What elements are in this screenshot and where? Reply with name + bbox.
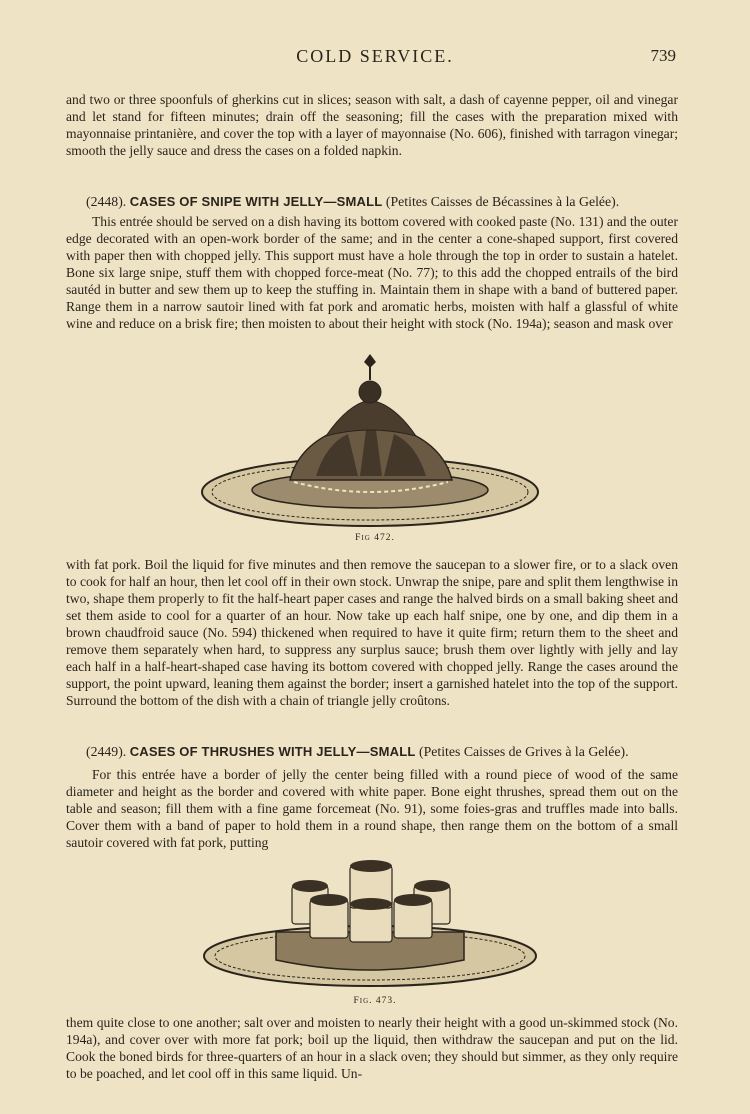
paragraph-snipe-2: with fat pork. Boil the liquid for five minutes and then remove the saucepan to a slower fire, or to a slack oven to cook for half an hour, then let cool off in their own stock. Unwrap the snipe, pare and split them lengthwise in two, shape them properly to fit the half-heart paper cases and range the halved birds on a small baking sheet and set them aside to cool for a quarter of an hour. Now take up each half snipe, one by one, and dip them in a brown chaudfroid sauce (No. 594) thickened when required to have it quite firm; return them to the sheet and remove them separately when hard, to suppress any surplus sauce; brush them over lightly with jelly and lay each half in a half-heart-shaped case having its bottom covered with chopped jelly. Range the cases around the support, the point upward, leaning them against the border; insert a garnished hatelet into the top of the support. Surround the bottom of the dish with a chain of triangle jelly croûtons. bbox=[66, 557, 678, 708]
paragraph-snipe-1: This entrée should be served on a dish having its bottom covered with cooked paste (No. 131) and the outer edge decorated with an open-work border of the same; and in the center a cone-shaped support, first covered with paper then with chopped jelly. This support must have a hole through the top in order to sustain a hatelet. Bone six large snipe, stuff them with chopped force-meat (No. 77); to this add the chopped entrails of the bird sautéd in butter and sew them up to keep the stuffing in. Maintain them in shape with a band of buttered paper. Range them in a narrow sautoir lined with fat pork and aromatic herbs, moisten with half a glassful of white wine and reduce on a brisk fire; then moisten to about their height with stock (No. 194a); season and mask over bbox=[66, 214, 678, 331]
recipe-name: CASES OF THRUSHES WITH JELLY—SMALL bbox=[129, 744, 416, 759]
figure-473-caption: Fig. 473. bbox=[353, 996, 397, 1006]
figure-472-caption: Fig 472. bbox=[355, 533, 395, 543]
recipe-heading-2448 bbox=[86, 193, 686, 211]
recipe-name: CASES OF SNIPE WITH JELLY—SMALL bbox=[129, 194, 383, 209]
recipe-heading-2449 bbox=[86, 743, 686, 761]
page-title: COLD SERVICE. bbox=[296, 46, 454, 66]
recipe-number: (2448). bbox=[86, 194, 127, 209]
page-number: 739 bbox=[650, 46, 676, 65]
recipe-number: (2449). bbox=[86, 744, 127, 759]
recipe-french-name: (Petites Caisses de Grives à la Gelée). bbox=[418, 744, 629, 759]
figure-473-illustration bbox=[200, 856, 542, 992]
paragraph-intro: and two or three spoonfuls of gherkins cut in slices; season with salt, a dash of cayenne pepper, oil and vinegar and let stand for fifteen minutes; drain off the seasoning; fill the cases with the preparation mixed with mayonnaise printanière, and cover the top with a layer of mayonnaise (No. 606), finished with tarragon vinegar; smooth the jelly sauce and dress the cases on a folded napkin. bbox=[66, 92, 678, 158]
paragraph-thrush-2: them quite close to one another; salt over and moisten to nearly their height with a good un-skimmed stock (No. 194a), and cover over with more fat pork; boil up the liquid, then withdraw the saucepan and put on the lid. Cook the boned birds for three-quarters of an hour in a slack oven; they should but simmer, as they only require to be poached, and let cool off in this same liquid. Un- bbox=[66, 1015, 678, 1081]
running-header bbox=[0, 46, 750, 70]
paragraph-thrush-1: For this entrée have a border of jelly the center being filled with a round piece of wood of the same diameter and height as the border and covered with white paper. Bone eight thrushes, spread them out on the table and season; fill them with a fine game forcemeat (No. 91), some foies-gras and truffles made into balls. Cover them with a band of paper to hold them in a round shape, then range them on the bottom of a small sautoir covered with fat pork, putting bbox=[66, 767, 678, 850]
figure-472-illustration bbox=[198, 352, 544, 530]
recipe-french-name: (Petites Caisses de Bécassines à la Gelée). bbox=[385, 194, 620, 209]
